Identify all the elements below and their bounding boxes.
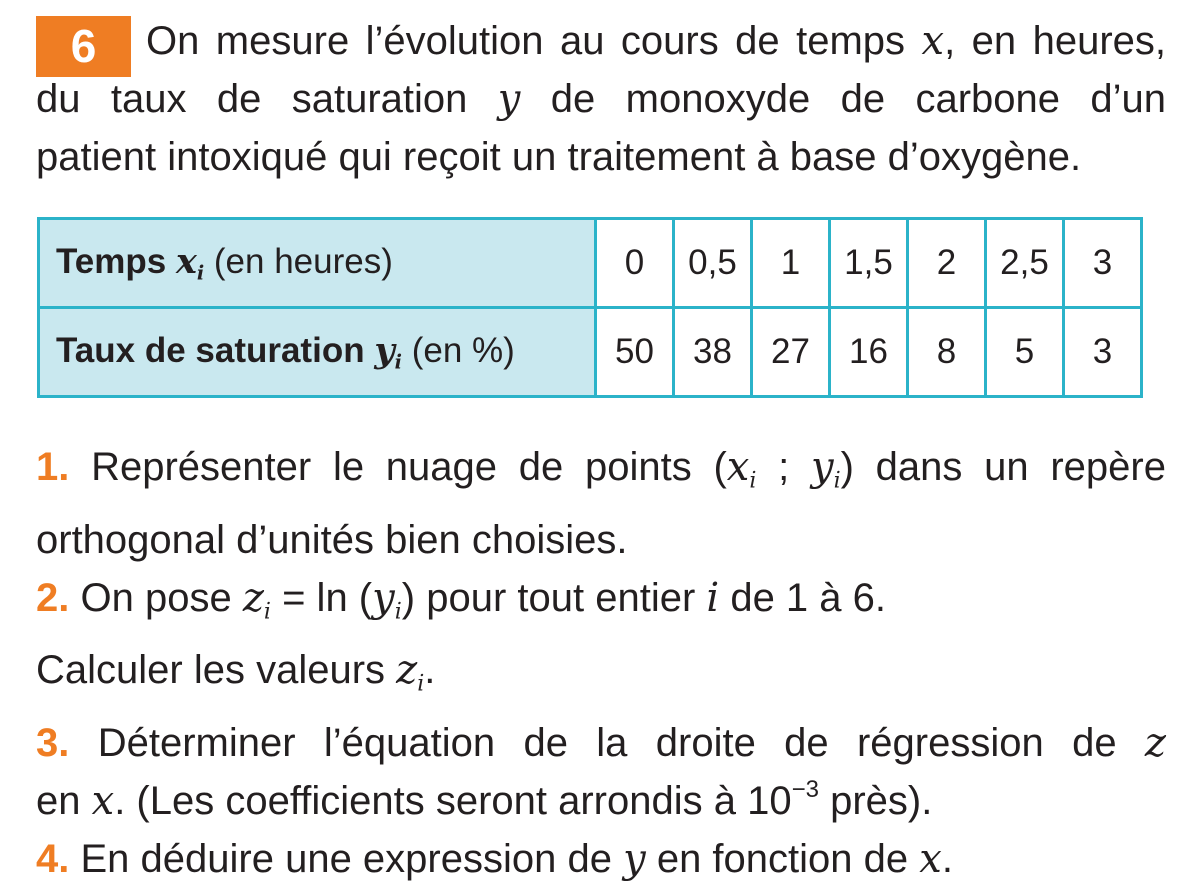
question-number: 3. [36,721,70,766]
table-cell: 1,5 [830,219,908,308]
table-cell: 3 [1064,219,1142,308]
table-cell: 38 [674,308,752,397]
variable-x: x [91,778,115,825]
table-cell: 0,5 [674,219,752,308]
statement-text: du taux de saturation [36,77,468,121]
row-unit: (en heures) [213,242,393,282]
question-text: On pose [80,575,232,620]
question-text: ) dans un repère [840,445,1166,489]
row-label: Taux de saturation [56,331,365,371]
index-i: i [749,468,757,494]
table-cell: 8 [908,308,986,397]
question-1-line-2: orthogonal d’unités bien choisies. [36,517,628,562]
index-i: i [196,261,205,285]
variable-z: z [1144,720,1166,767]
exercise-statement [36,12,1166,186]
table-cell: 2 [908,219,986,308]
question-number: 4. [36,837,70,882]
index-i: i [394,350,402,374]
statement-line-2 [36,70,1166,128]
question-text: en [36,779,81,824]
variable-z: z [396,647,418,694]
question-text: = ln ( [282,575,373,620]
variable-x: x [921,18,945,64]
index-i: i [833,468,841,494]
variable-x: x [175,241,197,283]
table-cell: 1 [752,219,830,308]
question-text: Calculer les valeurs [36,648,386,693]
table-row-saturation [39,308,1142,397]
exercise-number: 6 [70,20,97,72]
table-cell: 0 [596,219,674,308]
question-number: 2. [36,575,70,620]
variable-x: x [726,444,750,490]
variable-y: y [810,444,834,490]
statement-text: On mesure l’évolution au cours de temps [146,19,906,63]
question-4-line-1 [36,830,1166,888]
exponent: −3 [791,776,819,804]
variable-y: y [372,574,395,621]
question-text: . (Les coefficients seront arrondis à 10 [114,779,792,824]
question-text: près). [818,779,933,824]
statement-text: , en heures, [944,19,1167,63]
table-cell: 5 [986,308,1064,397]
question-text: ; [756,445,811,489]
table-cell: 3 [1064,308,1142,397]
question-text: en fonction de [656,837,909,882]
question-text: . [941,837,953,882]
question-2-line-2 [36,641,1166,714]
variable-x: x [919,836,942,883]
index-i: i [417,672,425,698]
statement-line-3: patient intoxiqué qui reçoit un traitement à base d’oxygène. [36,135,1082,179]
row-unit: (en %) [411,331,515,371]
question-text: . [424,648,436,693]
table-cell: 27 [752,308,830,397]
index-i: i [394,599,402,625]
data-table [37,217,1143,398]
index-i: i [263,599,271,625]
table-cell: 16 [830,308,908,397]
question-text: En déduire une expression de [80,837,612,882]
variable-i: i [706,574,720,621]
row-label: Temps [56,242,167,282]
question-text: ) pour tout entier [401,575,696,620]
table-row-time [39,219,1142,308]
table-cell: 2,5 [986,219,1064,308]
variable-y: y [623,836,646,883]
question-2-line-1 [36,569,1166,642]
question-text: Déterminer l’équation de la droite de régression de [97,721,1117,766]
question-1-line-1 [36,438,1166,511]
statement-text: de monoxyde de carbone d’un [550,77,1167,121]
question-3-line-2 [36,772,1166,830]
question-number: 1. [36,445,70,489]
question-text: de 1 à 6. [730,575,887,620]
row-header-time [39,219,596,308]
row-header-saturation [39,308,596,397]
question-3-line-1 [36,714,1166,772]
statement-line-1 [36,12,1166,70]
variable-z: z [242,574,264,621]
table-cell: 50 [596,308,674,397]
question-text: Représenter le nuage de points ( [91,445,727,489]
questions-list [36,438,1166,888]
variable-y: y [497,76,521,122]
variable-y: y [374,330,395,372]
